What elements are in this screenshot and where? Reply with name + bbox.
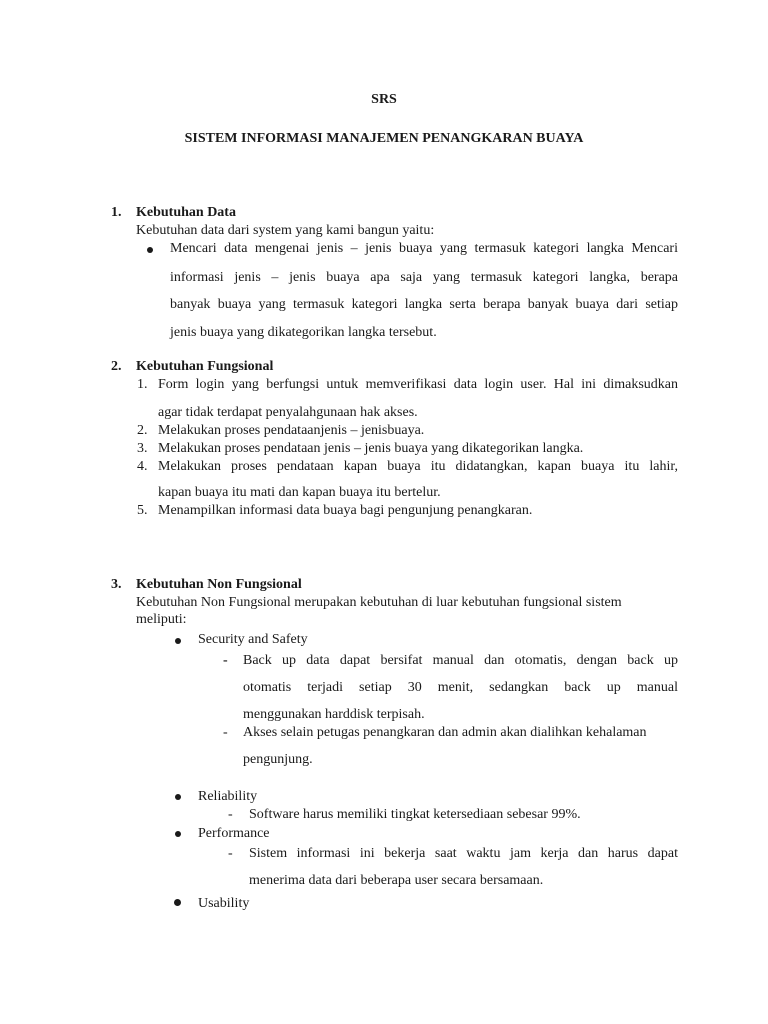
bullet-dot-icon	[175, 638, 181, 644]
dash-line: Back up data dapat bersifat manual dan otomatis, dengan back up	[243, 653, 678, 668]
bullet-dot-icon	[174, 899, 181, 906]
list-item-text: Melakukan proses pendataanjenis – jenisbuaya.	[158, 423, 425, 438]
dash-line: Sistem informasi ini bekerja saat waktu jam kerja dan harus dapat	[249, 846, 678, 861]
list-item-text: Melakukan proses pendataan kapan buaya itu didatangkan, kapan buaya itu lahir,	[158, 459, 678, 474]
dash-line: Akses selain petugas penangkaran dan admin akan dialihkan kehalaman	[243, 725, 647, 740]
dash-line: menggunakan harddisk terpisah.	[243, 707, 425, 722]
section-number: 1.	[111, 205, 122, 220]
bullet-dot-icon	[147, 247, 153, 253]
list-item-text: agar tidak terdapat penyalahgunaan hak akses.	[158, 405, 418, 420]
section-number: 2.	[111, 359, 122, 374]
section-intro: Kebutuhan data dari system yang kami bangun yaitu:	[136, 223, 435, 238]
section-intro: meliputi:	[136, 612, 187, 627]
section-heading: Kebutuhan Data	[136, 205, 236, 220]
category-label: Security and Safety	[198, 632, 308, 647]
bullet-dot-icon	[175, 794, 181, 800]
list-item-number: 4.	[137, 459, 148, 474]
dash-marker: -	[223, 725, 228, 740]
dash-marker: -	[228, 846, 233, 861]
section-number: 3.	[111, 577, 122, 592]
document-title: SRS	[371, 92, 397, 107]
section-intro: Kebutuhan Non Fungsional merupakan kebutuhan di luar kebutuhan fungsional sistem	[136, 595, 622, 610]
dash-line: menerima data dari beberapa user secara bersamaan.	[249, 873, 544, 888]
list-item-number: 5.	[137, 503, 148, 518]
bullet-line: banyak buaya yang termasuk kategori langka serta berapa banyak buaya dari setiap	[170, 297, 678, 312]
dash-marker: -	[223, 653, 228, 668]
list-item-number: 1.	[137, 377, 148, 392]
bullet-line: Mencari data mengenai jenis – jenis buaya yang termasuk kategori langka Mencari	[170, 241, 678, 256]
dash-line: otomatis terjadi setiap 30 menit, sedangkan back up manual	[243, 680, 678, 695]
dash-line: Software harus memiliki tingkat ketersediaan sebesar 99%.	[249, 807, 581, 822]
list-item-number: 2.	[137, 423, 148, 438]
list-item-number: 3.	[137, 441, 148, 456]
bullet-dot-icon	[175, 831, 181, 837]
category-label: Performance	[198, 826, 270, 841]
list-item-text: kapan buaya itu mati dan kapan buaya itu bertelur.	[158, 485, 441, 500]
dash-marker: -	[228, 807, 233, 822]
list-item-text: Melakukan proses pendataan jenis – jenis buaya yang dikategorikan langka.	[158, 441, 584, 456]
category-label: Reliability	[198, 789, 258, 804]
section-heading: Kebutuhan Fungsional	[136, 359, 274, 374]
bullet-line: jenis buaya yang dikategorikan langka tersebut.	[170, 325, 437, 340]
list-item-text: Form login yang berfungsi untuk memverifikasi data login user. Hal ini dimaksudkan	[158, 377, 678, 392]
list-item-text: Menampilkan informasi data buaya bagi pengunjung penangkaran.	[158, 503, 533, 518]
section-heading: Kebutuhan Non Fungsional	[136, 577, 302, 592]
dash-line: pengunjung.	[243, 752, 313, 767]
bullet-line: informasi jenis – jenis buaya apa saja yang termasuk kategori langka, berapa	[170, 270, 678, 285]
document-subtitle: SISTEM INFORMASI MANAJEMEN PENANGKARAN BUAYA	[184, 131, 584, 146]
category-label: Usability	[198, 896, 250, 911]
